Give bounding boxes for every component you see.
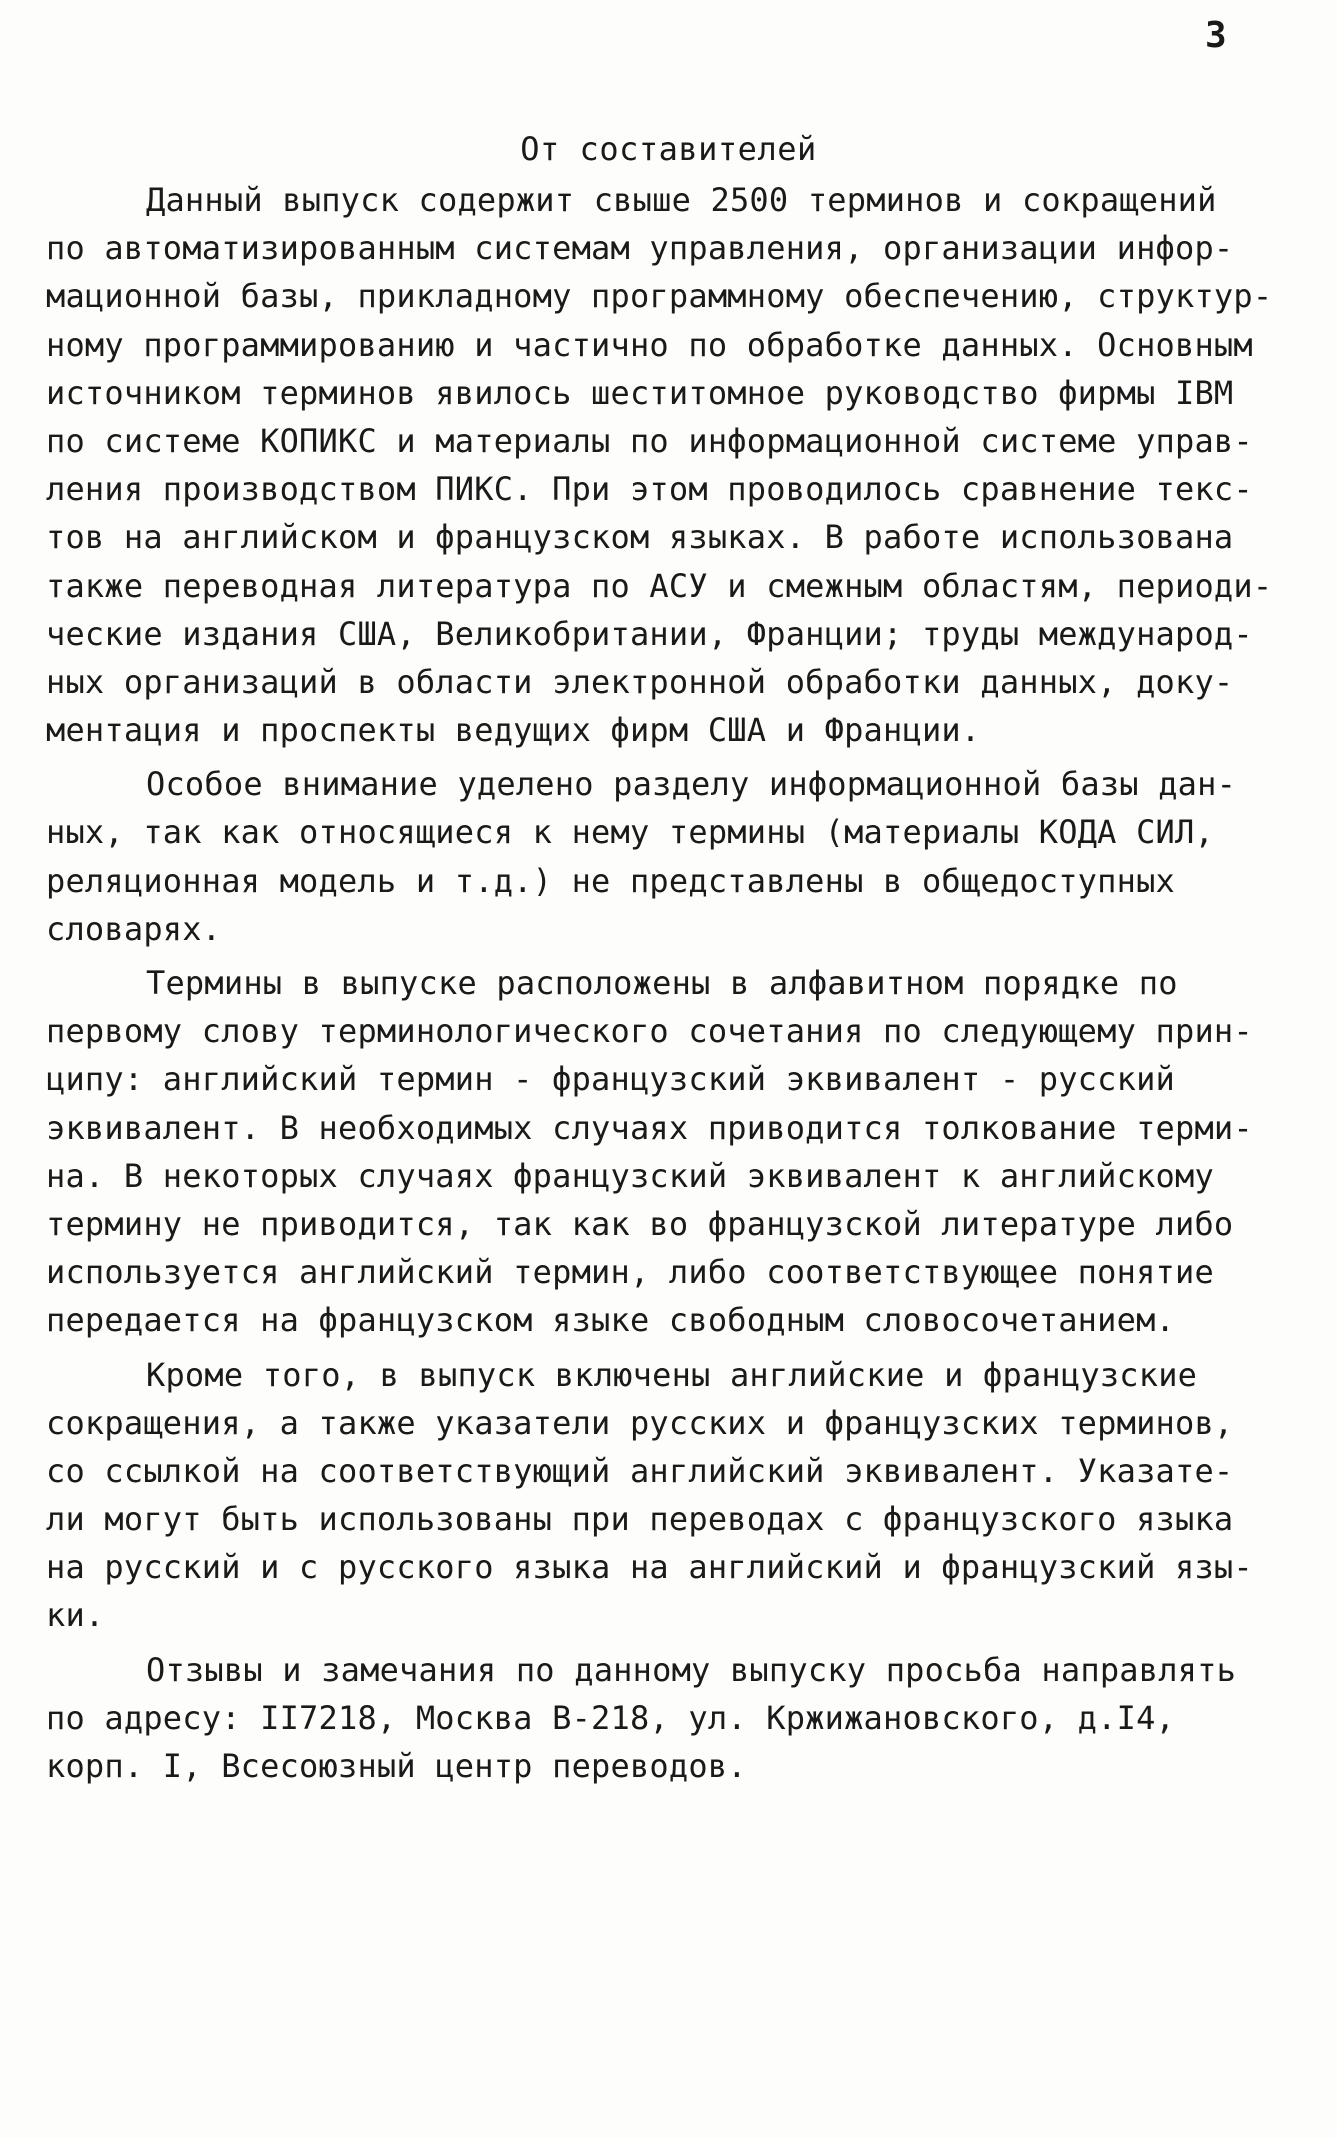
text-line: Особое внимание уделено разделу информационной базы дан- — [146, 765, 1237, 804]
text-line: сокращения, а также указатели русских и французских терминов, — [46, 1403, 1234, 1442]
text-line: источником терминов явилось шеститомное руководство фирмы IBM — [46, 373, 1234, 412]
paragraph — [46, 176, 1306, 754]
text-line: реляционная модель и т.д.) не представлены в общедоступных — [46, 861, 1176, 900]
text-line: передается на французском языке свободным словосочетанием. — [46, 1301, 1176, 1340]
text-line: словарях. — [46, 909, 222, 948]
text-line: Кроме того, в выпуск включены английские и французские — [146, 1355, 1198, 1394]
text-line: корп. I, Всесоюзный центр переводов. — [46, 1747, 747, 1785]
text-line: тов на английском и французском языках. В работе использована — [46, 518, 1234, 557]
text-line: ли могут быть использованы при переводах с французского языка — [46, 1500, 1234, 1539]
text-line: Термины в выпуске расположены в алфавитном порядке по — [146, 964, 1178, 1002]
text-line: термину не приводится, так как во французской литературе либо — [46, 1204, 1234, 1243]
page-number: 3 — [1205, 15, 1227, 56]
text-line: ческие издания США, Великобритании, Франции; труды международ- — [46, 614, 1253, 653]
text-line: ципу: английский термин - французский эквивалент - русский — [46, 1060, 1176, 1099]
text-line: ных организаций в области электронной обработки данных, доку- — [46, 662, 1234, 701]
text-line: по системе КОПИКС и материалы по информационной системе управ- — [46, 421, 1253, 460]
text-line: также переводная литература по АСУ и смежным областям, периоди- — [46, 566, 1273, 605]
text-line: ментация и проспекты ведущих фирм США и Франции. — [46, 711, 981, 750]
paragraph — [46, 959, 1306, 1345]
text-line: со ссылкой на соответствующий английский эквивалент. Указате- — [46, 1451, 1234, 1490]
text-line: ления производством ПИКС. При этом проводилось сравнение текс- — [46, 470, 1253, 509]
paragraph — [46, 760, 1306, 953]
text-line: используется английский термин, либо соответствующее понятие — [46, 1253, 1214, 1292]
page-title: От составителей — [520, 130, 817, 168]
text-line: на. В некоторых случаях французский эквивалент к английскому — [46, 1156, 1214, 1195]
document-body — [46, 176, 1306, 1790]
text-line: ки. — [46, 1596, 105, 1635]
text-line: ных, так как относящиеся к нему термины (материалы КОДА СИЛ, — [46, 813, 1214, 852]
paragraph — [46, 1351, 1306, 1640]
text-line: на русский и с русского языка на английский и французский язы- — [46, 1548, 1253, 1587]
text-line: по автоматизированным системам управления, организации инфор- — [46, 229, 1234, 268]
text-line: первому слову терминологического сочетания по следующему прин- — [46, 1012, 1253, 1051]
text-line: Данный выпуск содержит свыше 2500 терминов и сокращений — [146, 181, 1217, 219]
text-line: Отзывы и замечания по данному выпуску просьба направлять — [146, 1650, 1237, 1689]
text-line: по адресу: II7218, Москва В-218, ул. Кржижановского, д.I4, — [46, 1698, 1176, 1737]
text-line: эквивалент. В необходимых случаях приводится толкование терми- — [46, 1108, 1253, 1147]
text-line: мационной базы, прикладному программному обеспечению, структур- — [46, 277, 1273, 316]
text-line: ному программированию и частично по обработке данных. Основным — [46, 325, 1253, 364]
paragraph — [46, 1646, 1306, 1791]
